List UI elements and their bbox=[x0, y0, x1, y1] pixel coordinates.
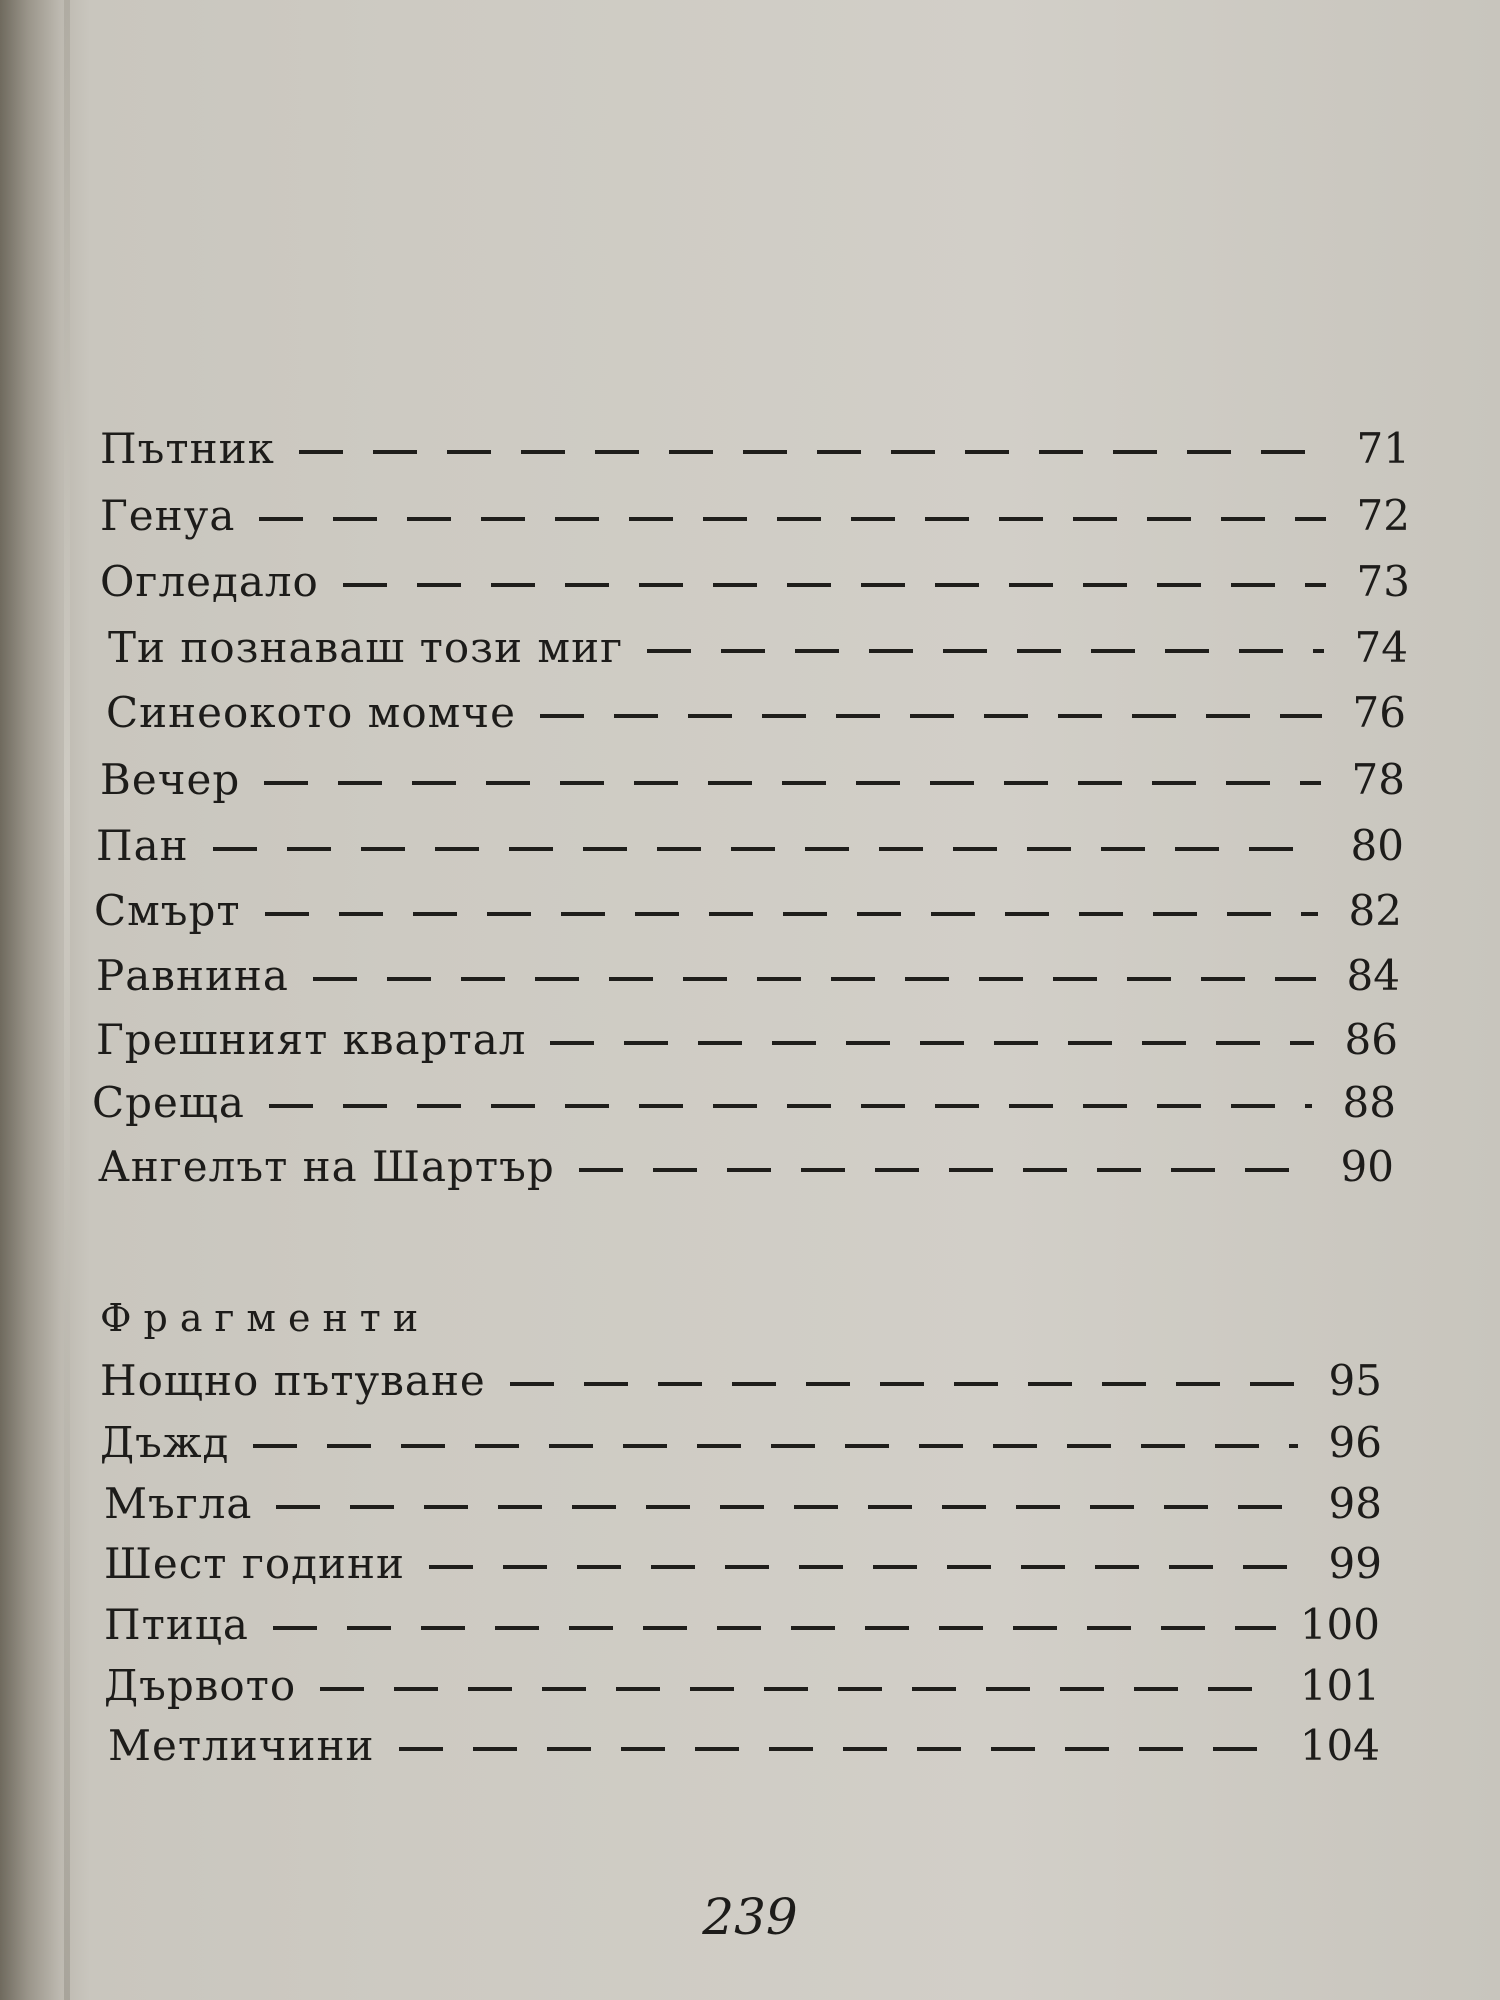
toc-entry-title: Шест години bbox=[104, 1538, 406, 1588]
dot-leader bbox=[273, 1626, 1276, 1630]
toc-entry bbox=[104, 1535, 1382, 1591]
toc-entry-title: Метличини bbox=[108, 1720, 375, 1770]
toc-entry-page: 76 bbox=[1352, 687, 1406, 737]
toc-entry-title: Мъгла bbox=[104, 1478, 253, 1528]
toc-entry-page: 95 bbox=[1328, 1355, 1382, 1405]
dot-leader bbox=[259, 517, 1326, 521]
dot-leader bbox=[269, 1104, 1312, 1108]
toc-entry-title: Ти познаваш този миг bbox=[108, 622, 624, 672]
toc-entry bbox=[94, 882, 1402, 938]
section-title: Фрагменти bbox=[100, 1296, 431, 1340]
toc-entry-title: Дървото bbox=[104, 1660, 297, 1710]
toc-entry-page: 80 bbox=[1350, 820, 1404, 870]
toc-entry bbox=[106, 684, 1406, 740]
toc-entry-page: 84 bbox=[1346, 950, 1400, 1000]
toc-entry-page: 104 bbox=[1299, 1720, 1380, 1770]
toc-entry-title: Синеокото момче bbox=[106, 687, 516, 737]
toc-entry bbox=[108, 619, 1408, 675]
toc-entry bbox=[100, 487, 1410, 543]
toc-entry-page: 78 bbox=[1351, 754, 1405, 804]
toc-entry-page: 82 bbox=[1348, 885, 1402, 935]
toc-entry bbox=[98, 1138, 1394, 1194]
toc-entry bbox=[108, 1717, 1380, 1773]
toc-entry-title: Грешният квартал bbox=[96, 1014, 527, 1064]
dot-leader bbox=[264, 781, 1321, 785]
toc-entry-page: 99 bbox=[1328, 1538, 1382, 1588]
toc-entry-title: Среща bbox=[92, 1077, 245, 1127]
dot-leader bbox=[276, 1505, 1298, 1509]
dot-leader bbox=[253, 1444, 1298, 1448]
toc-entry-page: 101 bbox=[1299, 1660, 1380, 1710]
dot-leader bbox=[265, 912, 1318, 916]
toc-entry-title: Смърт bbox=[94, 885, 241, 935]
toc-entry-page: 90 bbox=[1340, 1141, 1394, 1191]
dot-leader bbox=[540, 714, 1322, 718]
toc-entry bbox=[100, 751, 1405, 807]
toc-entry-title: Пан bbox=[96, 820, 189, 870]
dot-leader bbox=[343, 583, 1326, 587]
toc-entry-title: Ангелът на Шартър bbox=[98, 1141, 555, 1191]
toc-entry-page: 74 bbox=[1354, 622, 1408, 672]
toc-entry-title: Равнина bbox=[96, 950, 289, 1000]
page-number: 239 bbox=[702, 1888, 798, 1946]
toc-entry-title: Вечер bbox=[100, 754, 241, 804]
toc-entry bbox=[100, 1352, 1382, 1408]
toc-entry-page: 98 bbox=[1328, 1478, 1382, 1528]
toc-entry bbox=[96, 947, 1400, 1003]
toc-entry bbox=[96, 817, 1404, 873]
toc-entry-page: 86 bbox=[1344, 1014, 1398, 1064]
dot-leader bbox=[213, 847, 1320, 851]
toc-entry-title: Дъжд bbox=[100, 1417, 230, 1467]
toc-entry-title: Пътник bbox=[100, 423, 275, 473]
toc-entry-page: 72 bbox=[1356, 490, 1410, 540]
toc-entry-title: Птица bbox=[104, 1599, 249, 1649]
toc-entry bbox=[100, 1414, 1382, 1470]
dot-leader bbox=[313, 977, 1316, 981]
toc-entry bbox=[100, 553, 1410, 609]
toc-entry-page: 100 bbox=[1299, 1599, 1380, 1649]
dot-leader bbox=[647, 649, 1324, 653]
toc-entry bbox=[104, 1657, 1380, 1713]
toc-entry bbox=[104, 1475, 1382, 1531]
toc-entry bbox=[100, 420, 1410, 476]
toc-entry bbox=[96, 1011, 1398, 1067]
toc-entry-page: 73 bbox=[1356, 556, 1410, 606]
dot-leader bbox=[429, 1565, 1298, 1569]
toc-entry-page: 88 bbox=[1342, 1077, 1396, 1127]
toc-entry bbox=[104, 1596, 1380, 1652]
toc-entry-page: 96 bbox=[1328, 1417, 1382, 1467]
dot-leader bbox=[579, 1168, 1310, 1172]
toc-entry-title: Нощно пътуване bbox=[100, 1355, 486, 1405]
toc-entry-page: 71 bbox=[1356, 423, 1410, 473]
toc-entry-title: Генуа bbox=[100, 490, 236, 540]
dot-leader bbox=[550, 1041, 1314, 1045]
dot-leader bbox=[320, 1687, 1276, 1691]
dot-leader bbox=[299, 450, 1326, 454]
dot-leader bbox=[510, 1382, 1298, 1386]
dot-leader bbox=[399, 1747, 1276, 1751]
toc-entry bbox=[92, 1074, 1396, 1130]
toc-entry-title: Огледало bbox=[100, 556, 319, 606]
